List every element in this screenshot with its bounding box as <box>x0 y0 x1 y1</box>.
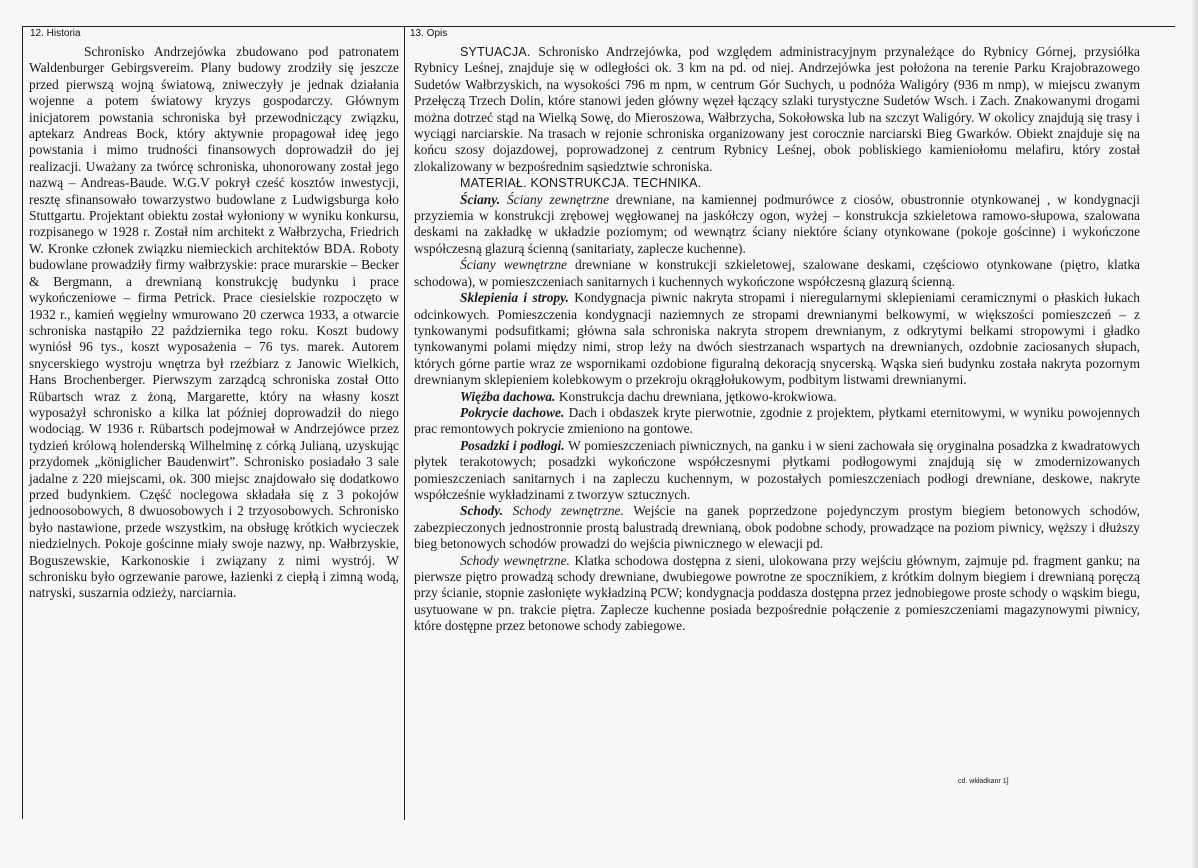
sytuacja-text: Schronisko Andrzejówka, pod względem administracyjnym przynależące do Rybnicy Górnej, przysiółka Rybnicy Leśnej, znajduje się w odległości ok. 3 km na pd. od niej. Andrzejówka jest położona na terenie Parku Krajobrazowego Sudetów Wałbrzyskich, na wysokości 796 m npm, w centrum Gór Suchych, u podnóża Waligóry (936 m nmp), w miejscu zwanym Przełęczą Trzech Dolin, które stanowi jeden główny węzeł łączący szlaki turystyczne Sudetów Wsch. i Zach. Znakowanymi drogami można dotrzeć stąd na Wielką Sowę, do Mieroszowa, Wałbrzycha, Sokołowska lub na szczyt Waligóry. W okolicy znajdują się trasy i wyciągi narciarskie. Na trasach w rejonie schroniska organizowany jest corocznie narciarski Bieg Gwarków. Obiekt znajduje się na końcu szosy dojazdowej, poprowadzonej z centrum Rybnicy Leśnej, obok pobliskiego kamieniołomu melafiru, który został zlokalizowany w bezpośrednim sąsiedztwie schroniska. <box>414 44 1140 174</box>
sciany-wew-label: Ściany wewnętrzne <box>460 257 567 273</box>
schody-label: Schody. <box>460 503 504 519</box>
posadzki-paragraph <box>414 438 1140 504</box>
schody-wew-text: Klatka schodowa dostępna z sieni, ulokowana przy wejściu głównym, zajmuje pd. fragment ganku; na pierwsze piętro prowadzą schody drewniane, dwubiegowe powrotne ze spocznikiem, z krótkim dolnym biegiem i drewnianą poręczą przy ścianie, stopnie zasłonięte wykładziną PCW; kondygnacja poddasza dostępna przez jednobiegowe proste schody o wąskim biegu, usytuowane w pn. trakcie piętra. Zaplecze kuchenne posiada bezpośrednie połączenie z pomieszczeniami magazynowymi piwnicy, które dostępne przez betonowe schody zabiegowe. <box>414 552 1140 634</box>
sklepienia-text: Kondygnacja piwnic nakryta stropami i nieregularnymi sklepieniami ceramicznymi o płaskich łukach odcinkowych. Pomieszczenia kondygnacji naziemnych ze stropami drewnianymi belkowymi, w większości pomieszczeń – z tynkowanymi podsufitkami; główna sala schroniska nakryta stropem drewnianym, z odkrytymi belkami stropowymi i gładko tynkowanymi polami między nimi, strop leży na dwóch siestrzanach wspartych na drewnianych, ozdobnie zaciosanych słupach, których górne partie wraz ze wspornikami ozdobione figuralną dekoracją snycerską. Wąska sień budynku została nakryta pozornym drewnianym sklepieniem kolebkowym o przekroju okrągłołukowym, podbitym listwami drewnianymi. <box>414 290 1140 388</box>
opis-column <box>414 44 1140 635</box>
wiezba-label: Więźba dachowa. <box>460 388 556 404</box>
sklepienia-label: Sklepienia i stropy. <box>460 290 569 306</box>
opis-header: 13. Opis <box>410 28 448 39</box>
scan-edge <box>1192 0 1198 868</box>
material-heading-line <box>414 175 1140 191</box>
continuation-note: cd. wkładkanr 1] <box>958 778 1009 785</box>
pokrycie-label: Pokrycie dachowe. <box>460 404 565 420</box>
schody-wew-label: Schody wewnętrzne. <box>460 552 570 568</box>
schody-zew-label: Schody zewnętrzne. <box>512 503 624 519</box>
sytuacja-paragraph <box>414 44 1140 175</box>
sklepienia-paragraph <box>414 290 1140 388</box>
sciany-zew-label: Ściany zewnętrzne <box>506 191 610 207</box>
historia-text: Schronisko Andrzejówka zbudowano pod patronatem Waldenburger Gebirgsvereim. Plany budowy zrodziły się jeszcze przed pierwszą wojną światową, zniweczyły je jednak działania wojenne a potem światowy kryzys gospodarczy. Głównym inicjatorem powstania schroniska był przewodniczący związku, aptekarz Andreas Bock, który aktywnie propagował ideę jego powstania i mimo trudności finansowych doprowadził do jej realizacji. Uważany za twórcę schroniska, uhonorowany został jego nazwą – Andreas-Baude. W.G.V pokrył cześć kosztów inwestycji, resztę sfinansowało towarzystwo budowlane z Ludwigsburga koło Stuttgartu. Projektant obiektu został wyłoniony w wyniku konkursu, rozpisanego w 1928 r. Został nim architekt z Wałbrzycha, Friedrich W. Kronke członek związku niemieckich architektów BDA. Roboty budowlane prowadziły firmy wałbrzyskie: prace murarskie – Becker & Bergmann, a drewnianą konstrukcję budynku i prace wykończeniowe – firma Petrick. Prace ciesielskie rozpoczęto w 1932 r., kamień węgielny wmurowano 20 czerwca 1933, a otwarcie schroniska nastąpiło 22 października tego roku. Koszt budowy wyniósł 96 tys., koszt wyposażenia – 76 tys. marek. Autorem snycerskiego wystroju wnętrza był rzeźbiarz z Janowic Wielkich, Hans Brochenberger. Pierwszym zarządcą schroniska został Otto Rübartsch wraz z żoną, Margarette, który na własny koszt wyposażył schronisko a kilka lat później doprowadził do niego wodociąg. W 1936 r. Rübartsch podejmował w Andrzejówce przez tydzień królową holenderską Wilhelminę z córką Julianą, uzyskując przydomek „königlicher Baudenwirt”. Schronisko posiadało 3 sale jadalne z 220 miejscami, ok. 300 miejsc znajdowało się dodatkowo przed budynkiem. Część noclegowa składała się z 3 pokojów jednoosobowych, 8 dwuosobowych i 2 trzyosobowych. Schronisko było nastawione, przede wszystkim, na obsługę krótkich wycieczek niedzielnych. Pokoje gościnne miały swoje nazwy, np. Wałbrzyskie, Boguszewskie, Karkonoskie i związany z nimi wystrój. W schronisku było ogrzewanie parowe, łazienki z ciepłą i zimną wodą, natryski, suszarnia odzieży, narciarnia. <box>29 44 399 601</box>
schody-paragraph <box>414 503 1140 552</box>
column-divider <box>404 26 405 820</box>
pokrycie-text: Dach i obdaszek kryte pierwotnie, zgodnie z projektem, płytkami eternitowymi, w wyniku powojennych prac remontowych pokrycie zmieniono na gontowe. <box>414 404 1141 437</box>
posadzki-text: W pomieszczeniach piwnicznych, na ganku i w sieni zachowała się oryginalna posadzka z kwadratowych płytek terakotowych; posadzki wykończone współczesnymi płytkami podłogowymi znajdują się w zmodernizowanych pomieszczeniach sanitarnych i na zapleczu kuchennym, w pozostałych pomieszczeniach podłogi drewniane, deskowe, nakryte współcześnie wykładzinami z tworzyw sztucznych. <box>414 437 1140 502</box>
historia-column <box>29 44 399 602</box>
wiezba-paragraph <box>414 389 1140 405</box>
posadzki-label: Posadzki i podłogi. <box>460 437 565 453</box>
sciany-paragraph <box>414 192 1140 258</box>
sytuacja-heading: SYTUACJA. <box>460 45 531 59</box>
sciany-label: Ściany. <box>460 191 501 207</box>
sciany-zew-text: drewniane, na kamiennej podmurówce z ciosów, obustronnie otynkowanej , w kondygnacji przyziemia w konstrukcji zrębowej węgłowanej na jaskółczy ogon, wyżej – konstrukcja szkieletowa ramowo-słupowa, szalowana deskami na zakładkę w układzie poziomym; od wewnątrz ściany niektóre ściany otynkowane (pokoje gościnne) i wykończone współczesną glazurą ścienną (sanitariaty, zaplecze kuchenne). <box>414 191 1140 256</box>
material-heading: MATERIAŁ. KONSTRUKCJA. TECHNIKA. <box>460 176 702 191</box>
schody-zew-text: Wejście na ganek poprzedzone pojedynczym prostym biegiem betonowych schodów, zabezpieczonych jednostronnie prostą balustradą drewnianą, obok podobne schody, prowadzące na poziom piwnicy, węższy i dłuższy bieg betonowych schodów prowadzi do wejścia piwnicznego w elewacji pd. <box>414 503 1140 552</box>
historia-header: 12. Historia <box>30 28 81 39</box>
wiezba-text: Konstrukcja dachu drewniana, jętkowo-krokwiowa. <box>555 388 837 404</box>
schody-wew-paragraph <box>414 553 1140 635</box>
pokrycie-paragraph <box>414 405 1140 438</box>
sciany-wew-paragraph <box>414 257 1140 290</box>
sciany-wew-text: drewniane w konstrukcji szkieletowej, szalowane deskami, częściowo otynkowane (piętro, klatka schodowa), w pomieszczeniach sanitarnych i kuchennych wykończone współczesną glazurą ścienną. <box>414 257 1140 289</box>
